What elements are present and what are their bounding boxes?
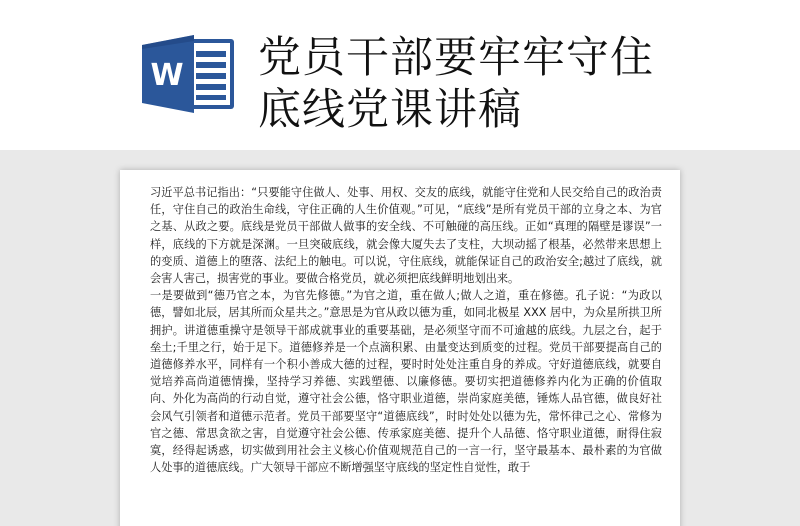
svg-text:W: W	[150, 58, 184, 93]
document-title	[258, 32, 778, 136]
paragraph-2: 一是要做到“德乃官之本，为官先修德。”为官之道，重在做人;做人之道，重在修德。孔子说：“为政以德，譬如北辰，居其所而众星共之。”意思是为官从政以德为重，如同北极星 XXX 居中，为众星所拱卫所拥护。讲道德重操守是领导干部成就事业的重要基础，是必须坚守而不可逾越的底线。九层之台，起于垒土;千里之行，始于足下。道德修养是一个点滴积累、由量变达到质变的过程。党员干部要提高自己的道德修养水平，同样有一个积小善成大德的过程，要时时处处注重自身的养成。守好道德底线，就要自觉培养高尚道德情操，坚持学习养德、实践塑德、以廉修德。要切实把道德修养内化为正确的价值取向、外化为高尚的行动自觉，遵守社会公德，恪守职业道德，崇尚家庭美德，锤炼人品官德，做良好社会风气引领者和道德示范者。党员干部要坚守“道德底线”，时时处处以德为先，常怀律己之心、常修为官之德、常思贪欲之害，自觉遵守社会公德、传承家庭美德、提升个人品德、恪守职业道德，耐得住寂寞，经得起诱惑，切实做到用社会主义核心价值观规范自己的一言一行，坚守最基本、最朴素的为官做人处事的道德底线。广大领导干部应不断增强坚守底线的坚定性自觉性，敢于	[150, 289, 662, 475]
document-header	[0, 0, 800, 150]
word-doc-icon	[140, 35, 236, 113]
document-page[interactable]	[120, 170, 680, 526]
title-line-1: 党员干部要牢牢守住	[258, 33, 654, 83]
title-line-2: 底线党课讲稿	[258, 85, 522, 135]
paragraph-1: 习近平总书记指出：“只要能守住做人、处事、用权、交友的底线，就能守住党和人民交给自己的政治责任，守住自己的政治生命线，守住正确的人生价值观。”可见，“底线”是所有党员干部的立身之本、为官之基、从政之要。底线是党员干部做人做事的安全线、不可触碰的高压线。正如“真理的隔壁是谬误”一样，底线的下方就是深渊。一旦突破底线，就会像大厦失去了支柱，大坝动摇了根基，必然带来思想上的变质、道德上的堕落、法纪上的触电。可以说，守住底线，就能保证自己的政治安全;越过了底线，就会害人害己，损害党的事业。要做合格党员，就必须把底线鲜明地划出来。	[150, 186, 662, 286]
